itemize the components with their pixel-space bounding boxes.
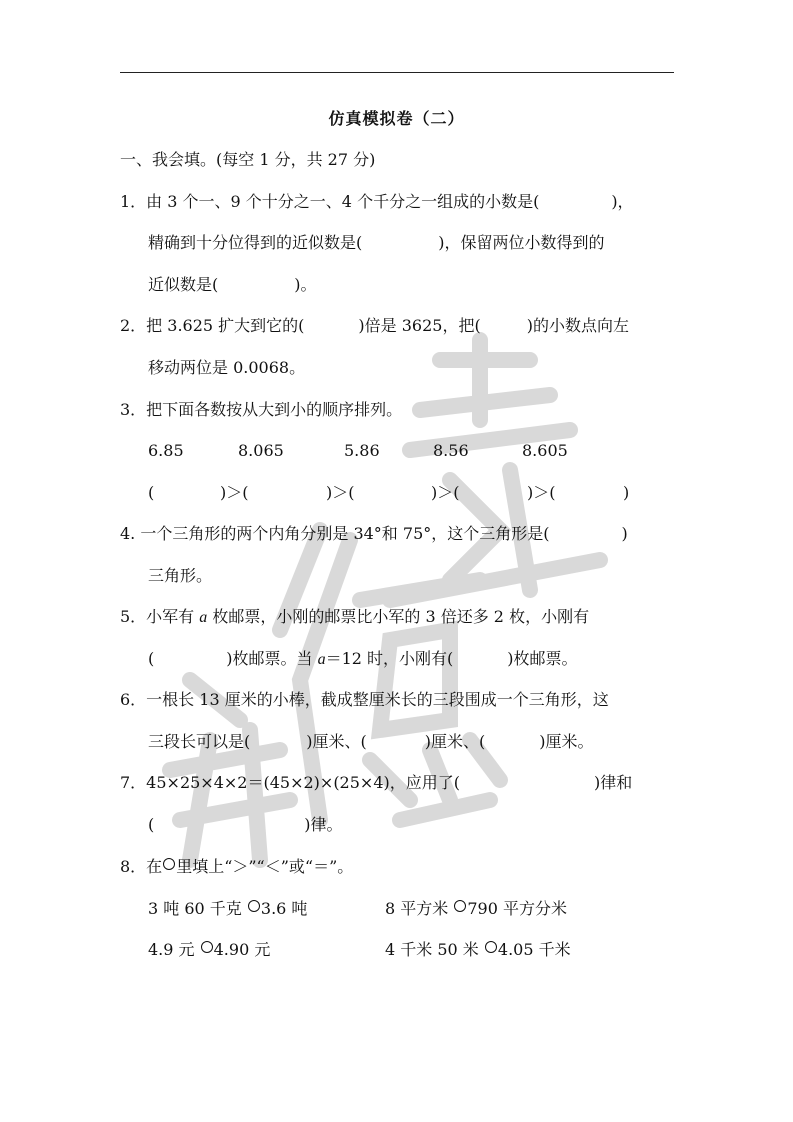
q3-number: 8.065	[238, 441, 284, 460]
q3-blank-seg: )＞(	[326, 483, 355, 502]
q8-item-right: 3.6 吨	[260, 899, 308, 918]
q1-text: )。	[294, 275, 317, 294]
q8-item-right: 790 平方分米	[467, 899, 567, 918]
q8-text: 里填上“＞”“＜”或“＝”。	[176, 857, 354, 876]
q5-text: )枚邮票。当	[226, 649, 318, 668]
q1-text: )，	[611, 192, 634, 211]
q6-text: )厘米、(	[424, 732, 486, 751]
q1-text: 近似数是(	[148, 275, 219, 294]
q4-line1	[120, 524, 628, 544]
q3-blank-seg: )＞(	[527, 483, 556, 502]
q6-text: )厘米、(	[306, 732, 367, 751]
q8-item	[385, 899, 567, 919]
q3-line1: 3．把下面各数按从大到小的顺序排列。	[120, 400, 403, 419]
q6-line2	[148, 732, 594, 752]
variable-a: a	[199, 609, 208, 626]
q2-line2: 移动两位是 0.0068。	[148, 358, 306, 377]
page-title: 仿真模拟卷（二）	[328, 109, 465, 128]
compare-circle-input[interactable]	[248, 900, 260, 912]
q3-number: 8.56	[433, 441, 469, 460]
q2-text: )倍是 3625，把(	[358, 316, 481, 335]
q4-text: )	[621, 524, 628, 543]
q8-item-left: 8 平方米	[385, 899, 454, 918]
q5-line2	[148, 649, 578, 670]
q7-text: )律和	[594, 773, 633, 792]
q7-text: 7．45×25×4×2＝(45×2)×(25×4)，应用了(	[120, 773, 460, 792]
q1-text: 精确到十分位得到的近似数是(	[148, 233, 363, 252]
q5-text: 5．小军有	[120, 607, 200, 626]
q5-text: 枚邮票，小刚的邮票比小军的 3 倍还多 2 枚，小刚有	[207, 607, 590, 626]
q8-item-right: 4.90 元	[213, 940, 271, 959]
q8-item-left: 4 千米 50 米	[385, 940, 484, 959]
q3-blank-seg: )＞(	[220, 483, 249, 502]
q1-line2	[148, 233, 605, 253]
q6-text: )厘米。	[539, 732, 594, 751]
q5-text: )枚邮票。	[507, 649, 578, 668]
watermark-logo	[150, 300, 670, 880]
variable-a: a	[317, 651, 326, 668]
q1-line3	[148, 275, 317, 295]
q2-line1	[120, 316, 629, 336]
q3-blank-seg: )	[623, 483, 630, 502]
q2-text: 2．把 3.625 扩大到它的(	[120, 316, 305, 335]
q3-number: 8.605	[522, 441, 568, 460]
q7-line1	[120, 773, 632, 793]
compare-circle-input[interactable]	[201, 941, 213, 953]
section-heading: 一、我会填。(每空 1 分，共 27 分)	[120, 150, 376, 169]
q8-text: 8．在	[120, 857, 163, 876]
q1-line1	[120, 192, 634, 212]
q8-line1	[120, 857, 353, 877]
q7-text: )律。	[304, 815, 343, 834]
header-rule	[120, 72, 674, 73]
q3-blank-seg: )＞(	[431, 483, 460, 502]
q1-text: 1．由 3 个一、9 个十分之一、4 个千分之一组成的小数是(	[120, 192, 540, 211]
q1-text: )，保留两位小数得到的	[438, 233, 605, 252]
q7-line2	[148, 815, 343, 835]
q3-blank-seg: (	[148, 483, 155, 502]
q3-number: 6.85	[148, 441, 184, 460]
q5-line1	[120, 607, 589, 628]
q8-item	[385, 940, 571, 960]
q6-text: 三段长可以是(	[148, 732, 251, 751]
q8-item	[148, 899, 307, 919]
q2-text: )的小数点向左	[526, 316, 629, 335]
q5-text: (	[148, 649, 155, 668]
q8-item-left: 4.9 元	[148, 940, 200, 959]
q8-item	[148, 940, 270, 960]
q4-line2: 三角形。	[148, 566, 213, 585]
circle-icon	[163, 858, 175, 870]
q5-text: ＝12 时，小刚有(	[325, 649, 454, 668]
compare-circle-input[interactable]	[454, 900, 466, 912]
q8-item-right: 4.05 千米	[497, 940, 571, 959]
q4-text: 4. 一个三角形的两个内角分别是 34°和 75°，这个三角形是(	[120, 524, 550, 543]
q6-line1: 6．一根长 13 厘米的小棒，截成整厘米长的三段围成一个三角形，这	[120, 690, 609, 709]
q7-text: (	[148, 815, 155, 834]
compare-circle-input[interactable]	[485, 941, 497, 953]
q8-item-left: 3 吨 60 千克	[148, 899, 247, 918]
q3-number: 5.86	[344, 441, 380, 460]
